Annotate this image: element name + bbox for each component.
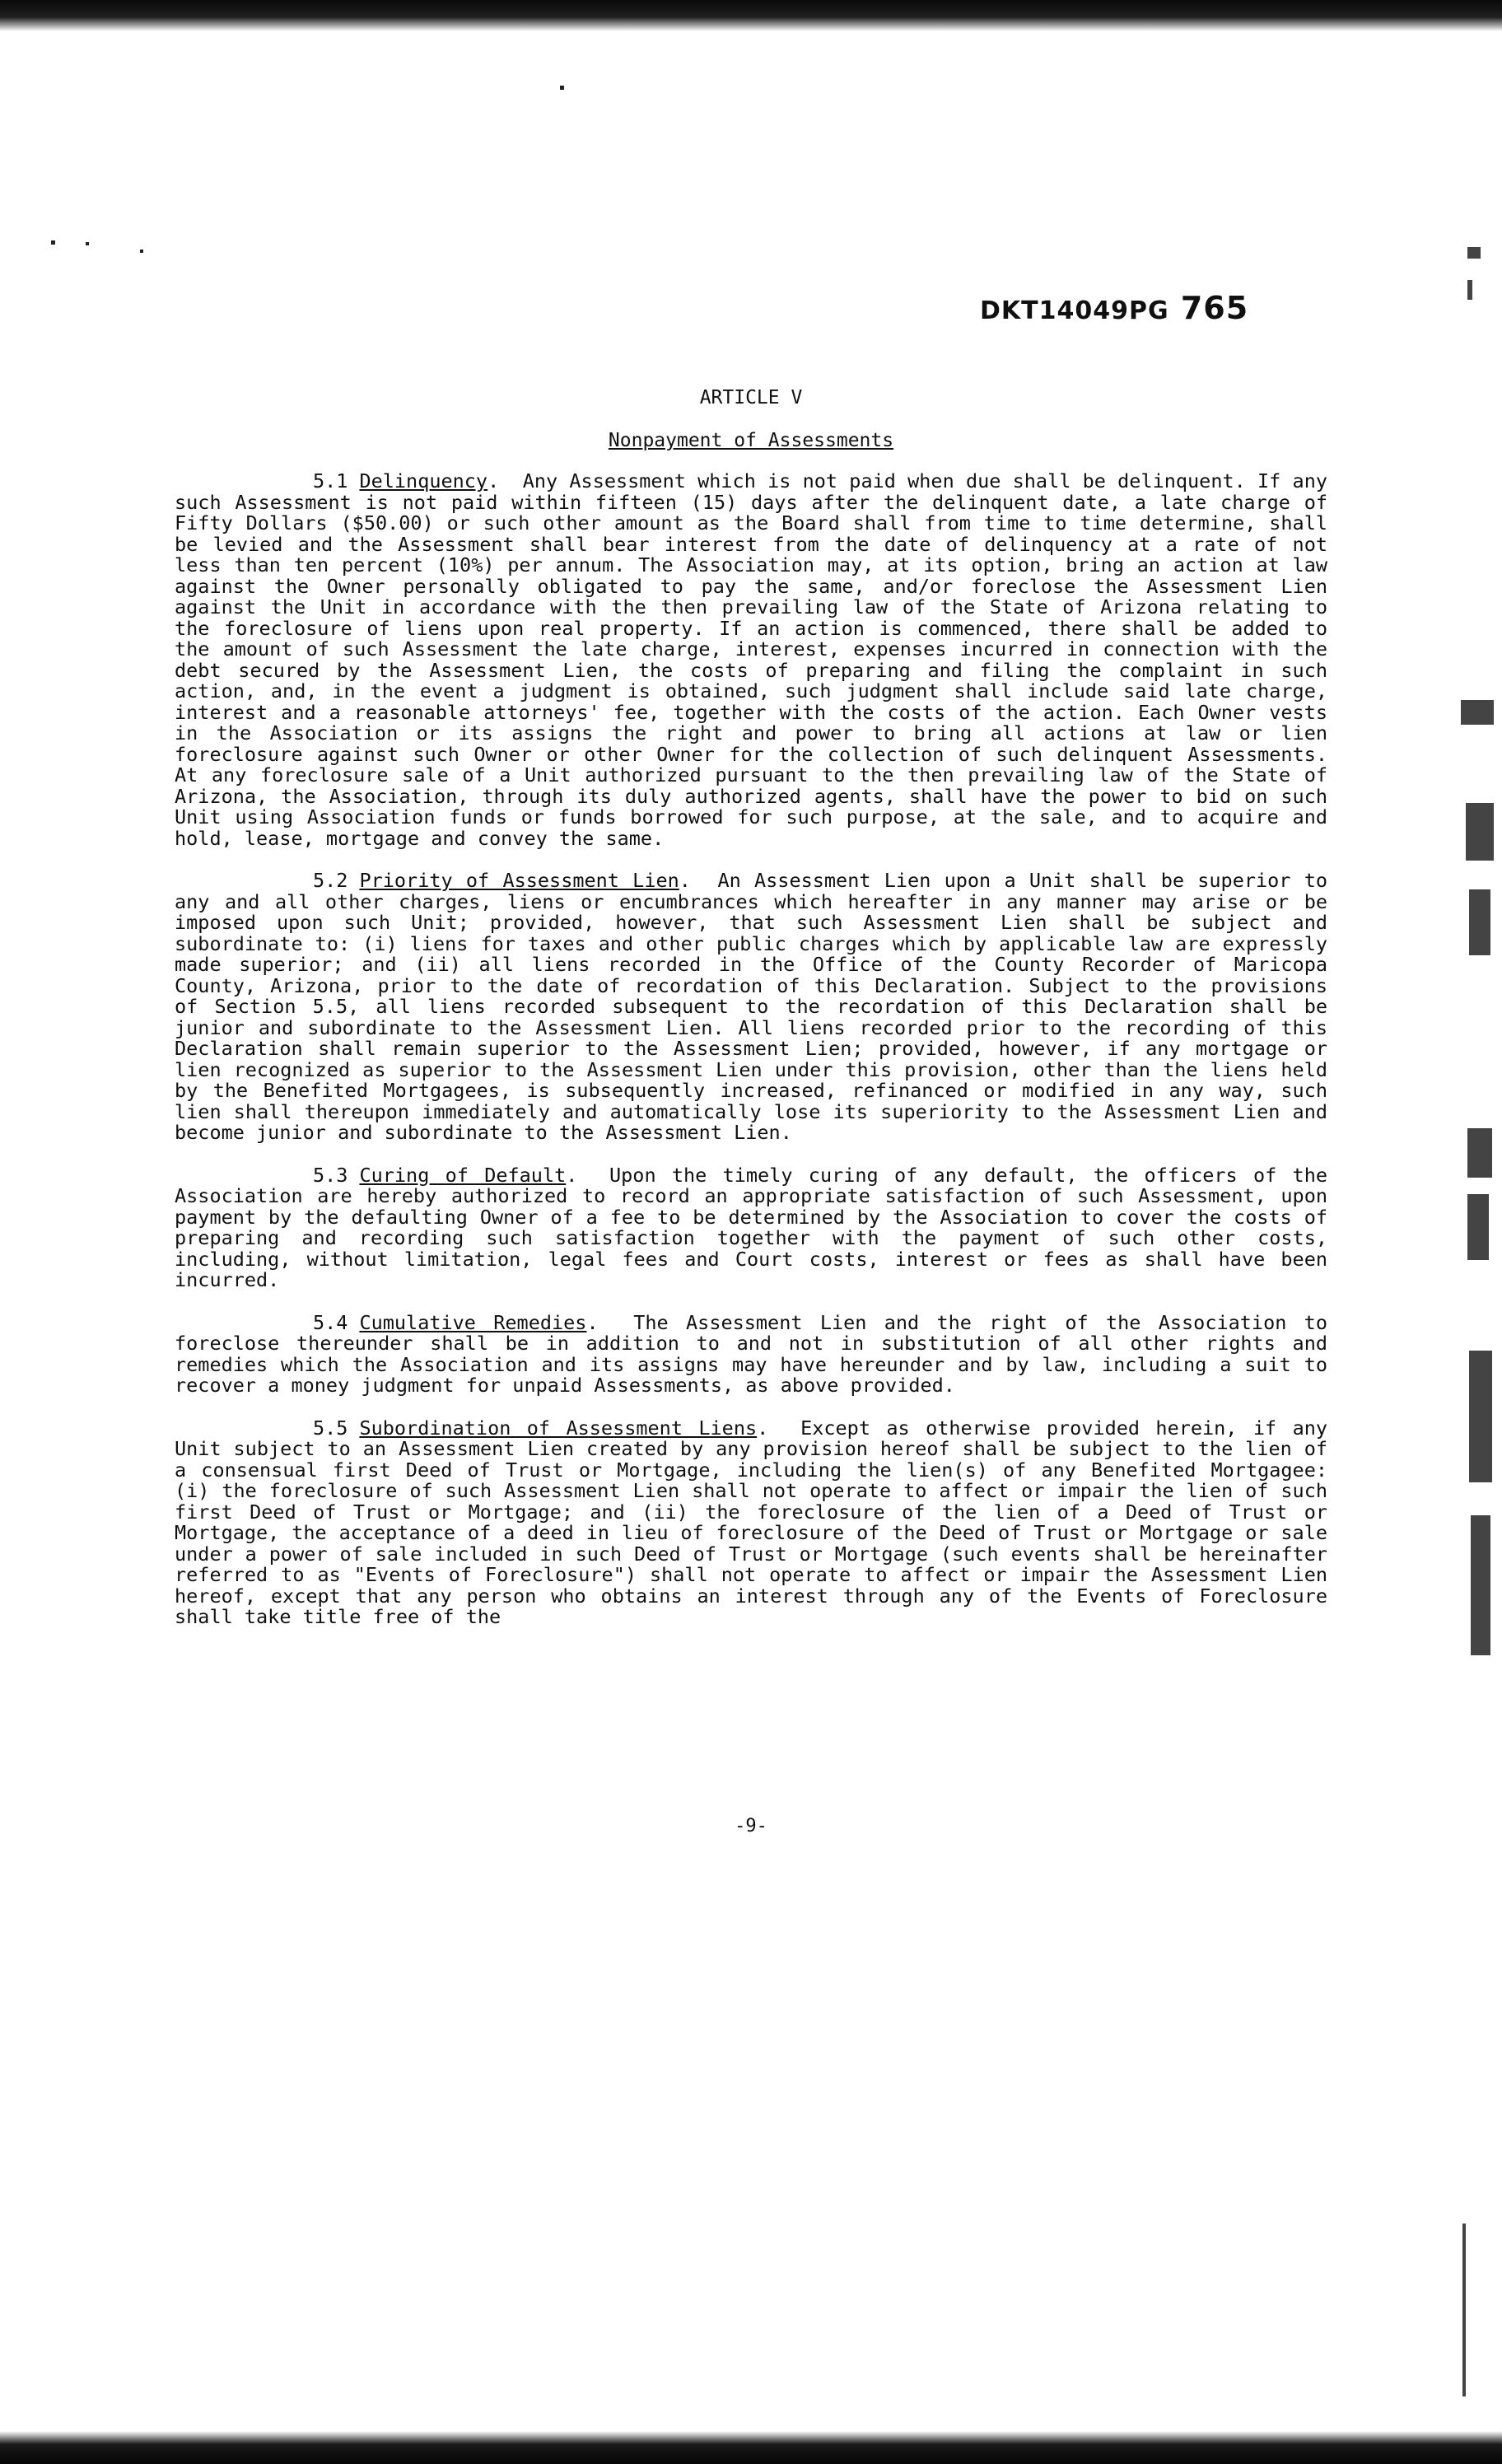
scan-bottom-edge bbox=[0, 2431, 1502, 2464]
document-body bbox=[175, 471, 1327, 1650]
section-5-3: 5.3 Curing of Default. Upon the timely curing of any default, the officers of the Association are hereby authorized to record an appropriate satisfaction of such Assessment, upon payment by the defaulting Owner of a fee to be determined by the Association to cover the costs of preparing and recording such satisfaction together with the payment of such other costs, including, without limitation, legal fees and Court costs, interest or fees as shall have been incurred. bbox=[175, 1163, 1327, 1291]
scan-margin-mark bbox=[1461, 700, 1494, 725]
recording-stamp bbox=[980, 290, 1248, 326]
section-number: 5.3 bbox=[313, 1163, 348, 1187]
section-number: 5.5 bbox=[313, 1416, 348, 1440]
section-title: Priority of Assessment Lien bbox=[359, 869, 679, 892]
article-subtitle-text: Nonpayment of Assessments bbox=[608, 430, 894, 451]
section-number: 5.2 bbox=[313, 869, 348, 892]
section-5-4: 5.4 Cumulative Remedies. The Assessment Lien and the right of the Association to foreclose thereunder shall be in addition to and not in substitution of all other rights and remedies which the Association and its assigns may have hereunder and by law, including a suit to recover a money judgment for unpaid Assessments, as above provided. bbox=[175, 1310, 1327, 1397]
scan-margin-mark bbox=[1467, 1128, 1492, 1178]
scan-speck bbox=[560, 86, 564, 90]
section-text: An Assessment Lien upon a Unit shall be superior to any and all other charges, liens or encumbrances which hereafter in any manner may arise or be imposed upon such Unit; provided, however, that such Assessment Lien shall be subject and subordinate to: (i) liens for taxes and other public charges which by applicable law are expressly made superior; and (ii) all liens recorded in the Office of the County Recorder of Maricopa County, Arizona, prior to the date of recordation of this Declaration. Subject to the provisions of Section 5.5, all liens recorded subsequent to the recordation of this Declaration shall be junior and subordinate to the Assessment Lien. All liens recorded prior to the recording of this Declaration shall remain superior to the Assessment Lien; provided, however, if any mortgage or lien recognized as superior to the Assessment Lien under this provision, other than the liens held by the Benefited Mortgagees, is subsequently increased, refinanced or modified in any way, such lien shall thereupon immediately and automatically lose its superiority to the Assessment Lien and become junior and subordinate to the Assessment Lien. bbox=[175, 869, 1327, 1144]
scan-margin-mark bbox=[1469, 1351, 1492, 1482]
section-text: Except as otherwise provided herein, if any Unit subject to an Assessment Lien created by any provision hereof shall be subject to the lien of a consensual first Deed of Trust or Mortgage, including the lien(s) of any Benefited Mortgagee: (i) the foreclosure of such Assessment Lien shall not operate to affect or impair the lien of such first Deed of Trust or Mortgage; and (ii) the foreclosure of the lien of a Deed of Trust or Mortgage, the acceptance of a deed in lieu of foreclosure of the Deed of Trust or Mortgage or sale under a power of sale included in such Deed of Trust or Mortgage (such events shall be hereinafter referred to as "Events of Foreclosure") shall not operate to affect or impair the Assessment Lien hereof, except that any person who obtains an interest through any of the Events of Foreclosure shall take title free of the bbox=[175, 1416, 1328, 1628]
section-text: Any Assessment which is not paid when due shall be delinquent. If any such Assessment is not paid within fifteen (15) days after the delinquent date, a late charge of Fifty Dollars ($50.00) or such other amount as the Board shall from time to time determine, shall be levied and the Assessment shall bear interest from the date of delinquency at a rate of not less than ten percent (10%) per annum. The Association may, at its option, bring an action at law against the Owner personally obligated to pay the same, and/or foreclose the Assessment Lien against the Unit in accordance with the then prevailing law of the State of Arizona relating to the foreclosure of liens upon real property. If an action is commenced, there shall be added to the amount of such Assessment the late charge, interest, expenses incurred in connection with the debt secured by the Assessment Lien, the costs of preparing and filing the complaint in such action, and, in the event a judgment is obtained, such judgment shall include said late charge, interest and a reasonable attorneys' fee, together with the costs of the action. Each Owner vests in the Association or its assigns the right and power to bring all actions at law or lien foreclosure against such Owner or other Owner for the collection of such delinquent Assessments. At any foreclosure sale of a Unit authorized pursuant to the then prevailing law of the State of Arizona, the Association, through its duly authorized agents, shall have the power to bid on such Unit using Association funds or funds borrowed for such purpose, at the sale, and to acquire and hold, lease, mortgage and convey the same. bbox=[175, 469, 1327, 850]
scan-top-edge bbox=[0, 0, 1502, 31]
book-reference: DKT14049PG bbox=[980, 296, 1169, 325]
section-5-2: 5.2 Priority of Assessment Lien. An Assessment Lien upon a Unit shall be superior to any and all other charges, liens or encumbrances which hereafter in any manner may arise or be imposed upon such Unit; provided, however, that such Assessment Lien shall be subject and subordinate to: (i) liens for taxes and other public charges which by applicable law are expressly made superior; and (ii) all liens recorded in the Office of the County Recorder of Maricopa County, Arizona, prior to the date of recordation of this Declaration. Subject to the provisions of Section 5.5, all liens recorded subsequent to the recordation of this Declaration shall be junior and subordinate to the Assessment Lien. All liens recorded prior to the recording of this Declaration shall remain superior to the Assessment Lien; provided, however, if any mortgage or lien recognized as superior to the Assessment Lien under this provision, other than the liens held by the Benefited Mortgagees, is subsequently increased, refinanced or modified in any way, such lien shall thereupon immediately and automatically lose its superiority to the Assessment Lien and become junior and subordinate to the Assessment Lien. bbox=[175, 869, 1327, 1144]
article-subtitle bbox=[0, 430, 1502, 451]
article-title: ARTICLE V bbox=[699, 387, 803, 408]
section-5-5: 5.5 Subordination of Assessment Liens. Except as otherwise provided herein, if any Unit subject to an Assessment Lien created by any provision hereof shall be subject to the lien of a consensual first Deed of Trust or Mortgage, including the lien(s) of any Benefited Mortgagee: (i) the foreclosure of such Assessment Lien shall not operate to affect or impair the lien of such first Deed of Trust or Mortgage; and (ii) the foreclosure of the lien of a Deed of Trust or Mortgage, the acceptance of a deed in lieu of foreclosure of the Deed of Trust or Mortgage or sale under a power of sale included in such Deed of Trust or Mortgage (such events shall be hereinafter referred to as "Events of Foreclosure") shall not operate to affect or impair the Assessment Lien hereof, except that any person who obtains an interest through any of the Events of Foreclosure shall take title free of the bbox=[175, 1416, 1328, 1628]
scan-margin-mark bbox=[1467, 1194, 1489, 1260]
scan-margin-mark bbox=[1466, 803, 1494, 861]
section-title: Subordination of Assessment Liens bbox=[359, 1416, 758, 1440]
scan-margin-mark bbox=[1471, 1515, 1490, 1655]
section-text: The Assessment Lien and the right of the Association to foreclose thereunder shall be in addition to and not in substitution of all other rights and remedies which the Association and its assigns may have hereunder and by law, including a suit to recover a money judgment for unpaid Assessments, as above provided. bbox=[175, 1310, 1327, 1397]
scan-margin-mark bbox=[1469, 889, 1490, 955]
scan-speck bbox=[140, 250, 143, 253]
section-text: Upon the timely curing of any default, the officers of the Association are hereby authorized to record an appropriate satisfaction of such Assessment, upon payment by the defaulting Owner of a fee to be determined by the Association to cover the costs of preparing and recording such satisfaction together with the payment of such other costs, including, without limitation, legal fees and Court costs, interest or fees as shall have been incurred. bbox=[175, 1163, 1327, 1291]
page-number: -9- bbox=[735, 1816, 767, 1836]
scan-margin-mark bbox=[1462, 2224, 1466, 2396]
recording-page-number: 765 bbox=[1180, 290, 1249, 326]
scan-speck bbox=[86, 242, 89, 245]
section-title: Delinquency bbox=[359, 469, 488, 492]
section-5-1: 5.1 Delinquency. Any Assessment which is not paid when due shall be delinquent. If any such Assessment is not paid within fifteen (15) days after the delinquent date, a late charge of Fifty Dollars ($50.00) or such other amount as the Board shall from time to time determine, shall be levied and the Assessment shall bear interest from the date of delinquency at a rate of not less than ten percent (10%) per annum. The Association may, at its option, bring an action at law against the Owner personally obligated to pay the same, and/or foreclose the Assessment Lien against the Unit in accordance with the then prevailing law of the State of Arizona relating to the foreclosure of liens upon real property. If an action is commenced, there shall be added to the amount of such Assessment the late charge, interest, expenses incurred in connection with the debt secured by the Assessment Lien, the costs of preparing and filing the complaint in such action, and, in the event a judgment is obtained, such judgment shall include said late charge, interest and a reasonable attorneys' fee, together with the costs of the action. Each Owner vests in the Association or its assigns the right and power to bring all actions at law or lien foreclosure against such Owner or other Owner for the collection of such delinquent Assessments. At any foreclosure sale of a Unit authorized pursuant to the then prevailing law of the State of Arizona, the Association, through its duly authorized agents, shall have the power to bid on such Unit using Association funds or funds borrowed for such purpose, at the sale, and to acquire and hold, lease, mortgage and convey the same. bbox=[175, 469, 1327, 850]
scan-margin-mark bbox=[1467, 247, 1481, 259]
section-number: 5.1 bbox=[313, 469, 348, 492]
scan-margin-mark bbox=[1467, 280, 1472, 300]
section-title: Curing of Default bbox=[359, 1163, 567, 1187]
scan-speck bbox=[51, 240, 55, 245]
section-number: 5.4 bbox=[313, 1310, 348, 1334]
section-title: Cumulative Remedies bbox=[359, 1310, 587, 1334]
